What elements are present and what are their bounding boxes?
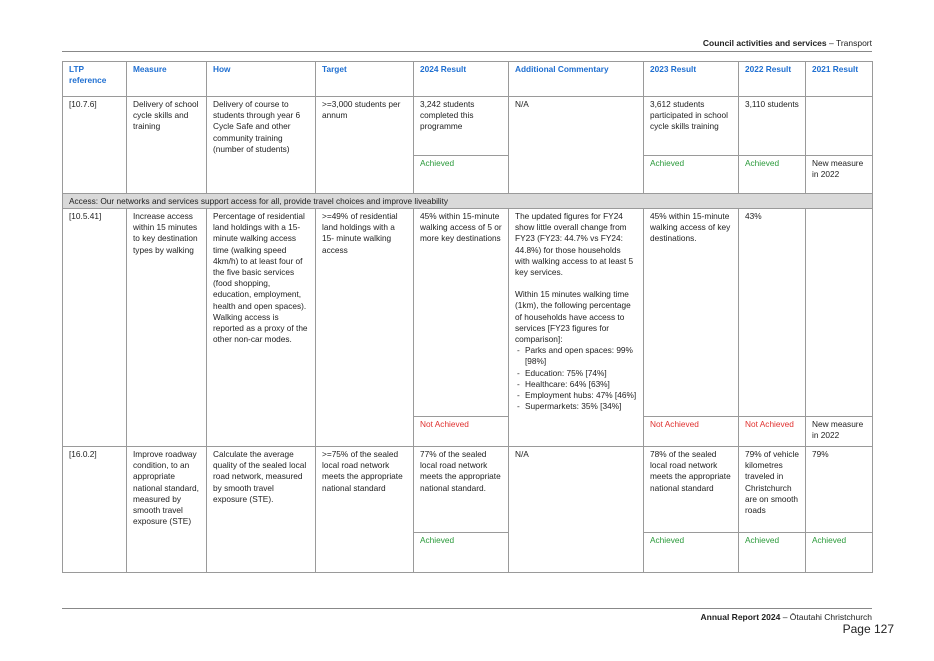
footer-separator: – <box>780 612 790 622</box>
section-heading: Access: Our networks and services support access for all, provide travel choices and improve liveability <box>63 194 873 209</box>
commentary: N/A <box>509 97 644 194</box>
measure: Delivery of school cycle skills and training <box>127 97 207 194</box>
measure: Improve roadway condition, to an appropriate national standard, measured by smooth travel exposure (STE) <box>127 447 207 573</box>
list-item: - Parks and open spaces: 99% [98%] <box>515 345 637 367</box>
result-2021 <box>806 97 873 156</box>
target: >=3,000 students per annum <box>316 97 414 194</box>
page-number: Page 127 <box>842 622 894 636</box>
list-item: - Supermarkets: 35% [34%] <box>515 401 637 412</box>
measure: Increase access within 15 minutes to key destination types by walking <box>127 209 207 447</box>
result-2024: 3,242 students completed this programme <box>414 97 509 156</box>
table-row <box>63 209 873 417</box>
status-2022: Achieved <box>739 156 806 194</box>
col-header-additional-commentary: Additional Commentary <box>509 62 644 97</box>
header-section: Council activities and services <box>702 38 827 48</box>
footer-rule <box>62 608 872 609</box>
col-header-2024-result: 2024 Result <box>414 62 509 97</box>
col-header-measure: Measure <box>127 62 207 97</box>
table-row <box>63 97 873 156</box>
result-2022: 43% <box>739 209 806 417</box>
col-header-target: Target <box>316 62 414 97</box>
result-2021: 79% <box>806 447 873 533</box>
status-2023: Not Achieved <box>644 417 739 447</box>
ltp-reference: [10.7.6] <box>63 97 127 194</box>
status-2023: Achieved <box>644 156 739 194</box>
status-2021: New measure in 2022 <box>806 156 873 194</box>
status-2024: Achieved <box>414 533 509 573</box>
commentary-list <box>515 345 637 412</box>
how: Percentage of residential land holdings with a 15-minute walking access time (walking speed 4km/h) to at least four of the five basic services (food shopping, education, employment, health and open spaces). Walking access is reported as a proxy of the other non-car modes. <box>207 209 316 447</box>
result-2023: 45% within 15-minute walking access of key destinations. <box>644 209 739 417</box>
commentary-paragraph: The updated figures for FY24 show little overall change from FY23 (FY23: 44.7% vs FY24: 44.8%) for those households with walking access to at least 5 key services. <box>515 211 634 278</box>
col-header-2021-result: 2021 Result <box>806 62 873 97</box>
status-2024: Achieved <box>414 156 509 194</box>
ltp-reference: [16.0.2] <box>63 447 127 573</box>
col-header-2023-result: 2023 Result <box>644 62 739 97</box>
header-separator: – <box>826 38 836 48</box>
status-2022: Not Achieved <box>739 417 806 447</box>
col-header-how: How <box>207 62 316 97</box>
list-item: - Healthcare: 64% [63%] <box>515 379 637 390</box>
result-2023: 3,612 students participated in school cycle skills training <box>644 97 739 156</box>
result-2024: 77% of the sealed local road network meets the appropriate national standard. <box>414 447 509 533</box>
status-2023: Achieved <box>644 533 739 573</box>
commentary-paragraph: Within 15 minutes walking time (1km), the following percentage of households have access to services [FY23 figures for comparison]: <box>515 289 631 345</box>
col-header-ltp-reference: LTP reference <box>63 62 127 97</box>
section-row <box>63 194 873 209</box>
table-row <box>63 447 873 533</box>
footer-report-title: Annual Report 2024 <box>700 612 781 622</box>
performance-table <box>62 61 873 573</box>
table-header-row <box>63 62 873 97</box>
result-2022: 79% of vehicle kilometres traveled in Christchurch are on smooth roads <box>739 447 806 533</box>
ltp-reference: [10.5.41] <box>63 209 127 447</box>
status-2021: Achieved <box>806 533 873 573</box>
list-item: - Education: 75% [74%] <box>515 368 637 379</box>
commentary <box>509 209 644 447</box>
status-2024: Not Achieved <box>414 417 509 447</box>
result-2021 <box>806 209 873 417</box>
how: Delivery of course to students through year 6 Cycle Safe and other community training (number of students) <box>207 97 316 194</box>
status-2021: New measure in 2022 <box>806 417 873 447</box>
target: >=75% of the sealed local road network meets the appropriate national standard <box>316 447 414 573</box>
result-2023: 78% of the sealed local road network meets the appropriate national standard <box>644 447 739 533</box>
commentary: N/A <box>509 447 644 573</box>
target: >=49% of residential land holdings with a 15- minute walking access <box>316 209 414 447</box>
col-header-2022-result: 2022 Result <box>739 62 806 97</box>
footer-city: Ōtautahi Christchurch <box>789 612 872 622</box>
header-rule <box>62 51 872 52</box>
result-2024: 45% within 15-minute walking access of 5 or more key destinations <box>414 209 509 417</box>
status-2022: Achieved <box>739 533 806 573</box>
how: Calculate the average quality of the sealed local road network, measured by smooth travel exposure (STE). <box>207 447 316 573</box>
running-footer <box>701 612 872 622</box>
header-subsection: Transport <box>835 38 872 48</box>
running-header <box>703 38 872 48</box>
result-2022: 3,110 students <box>739 97 806 156</box>
list-item: - Employment hubs: 47% [46%] <box>515 390 637 401</box>
